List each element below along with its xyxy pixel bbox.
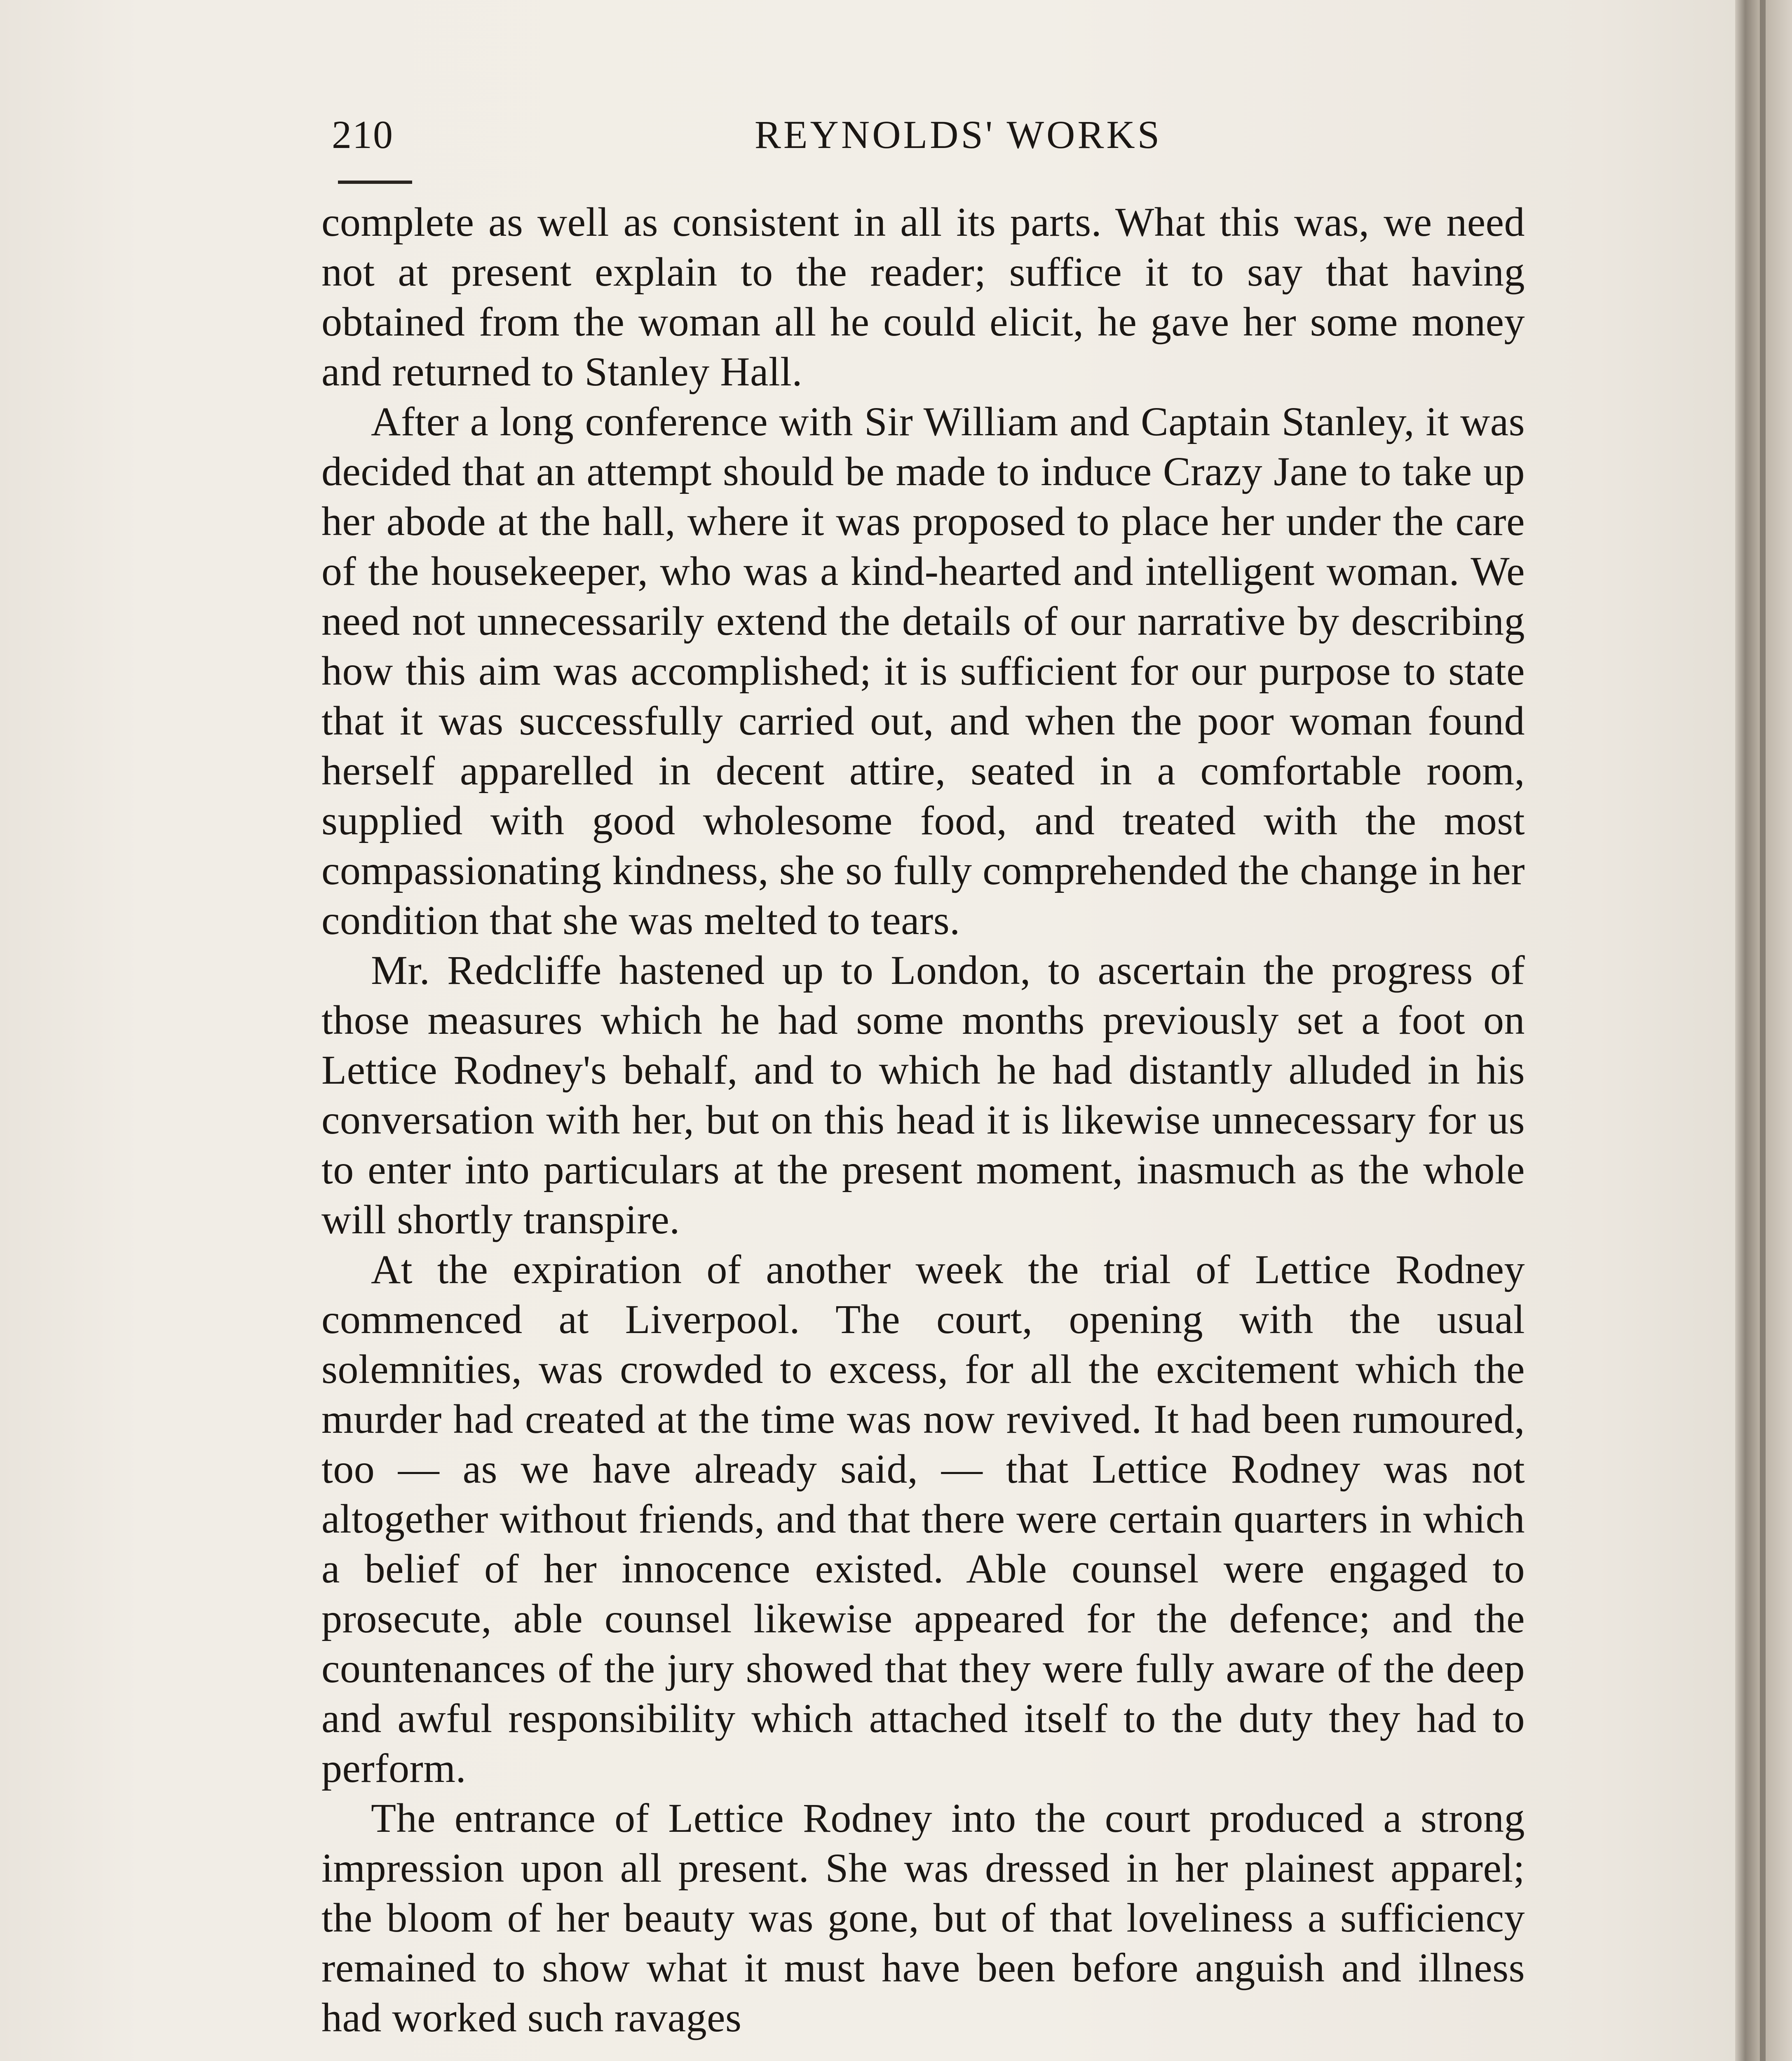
paragraph-3: Mr. Redcliffe hastened up to London, to ascertain the progress of those measures which he had some months previously set a foot on Lettice Rodney's behalf, and to which he had distantly alluded in his conversation with her, but on this head it is likewise unnecessary for us to enter into particulars at the present moment, inasmuch as the whole will shortly transpire. (321, 947, 1525, 1242)
paragraph-5: The entrance of Lettice Rodney into the court produced a strong impression upon all present. She was dressed in her plainest apparel; the bloom of her beauty was gone, but of that loveliness a sufficiency remained to show what it must have been before anguish and illness had worked such ravages (321, 1795, 1525, 2040)
paragraph-1: complete as well as consistent in all its parts. What this was, we need not at present explain to the reader; suffice it to say that having obtained from the woman all he could elicit, he gave her some money and returned to Stanley Hall. (321, 199, 1525, 394)
running-head: REYNOLDS' WORKS (754, 113, 1162, 157)
body-text (321, 197, 1525, 2042)
paragraph-4: At the expiration of another week the trial of Lettice Rodney commenced at Liverpool. The court, opening with the usual solemnities, was crowded to excess, for all the excitement which the murder had created at the time was now revived. It had been rumoured, too — as we have already said, — that Lettice Rodney was not altogether without friends, and that there were certain quarters in which a belief of her innocence existed. Able counsel were engaged to prosecute, able counsel likewise appeared for the defence; and the countenances of the jury showed that they were fully aware of the deep and awful responsibility which attached itself to the duty they had to perform. (321, 1246, 1525, 1791)
page-number: 210 (332, 113, 394, 157)
header-rule (338, 181, 412, 184)
page-edge-line (1760, 0, 1766, 2061)
paragraph-2: After a long conference with Sir William and Captain Stanley, it was decided that an attempt should be made to induce Crazy Jane to take up her abode at the hall, where it was proposed to place her under the care of the housekeeper, who was a kind-hearted and intelligent woman. We need not unnecessarily extend the details of our narrative by describing how this aim was accomplished; it is sufficient for our purpose to state that it was successfully carried out, and when the poor woman found herself apparelled in decent attire, seated in a comfortable room, supplied with good wholesome food, and treated with the most compassionating kindness, she so fully comprehended the change in her condition that she was melted to tears. (321, 399, 1525, 943)
page-header (332, 108, 1527, 162)
